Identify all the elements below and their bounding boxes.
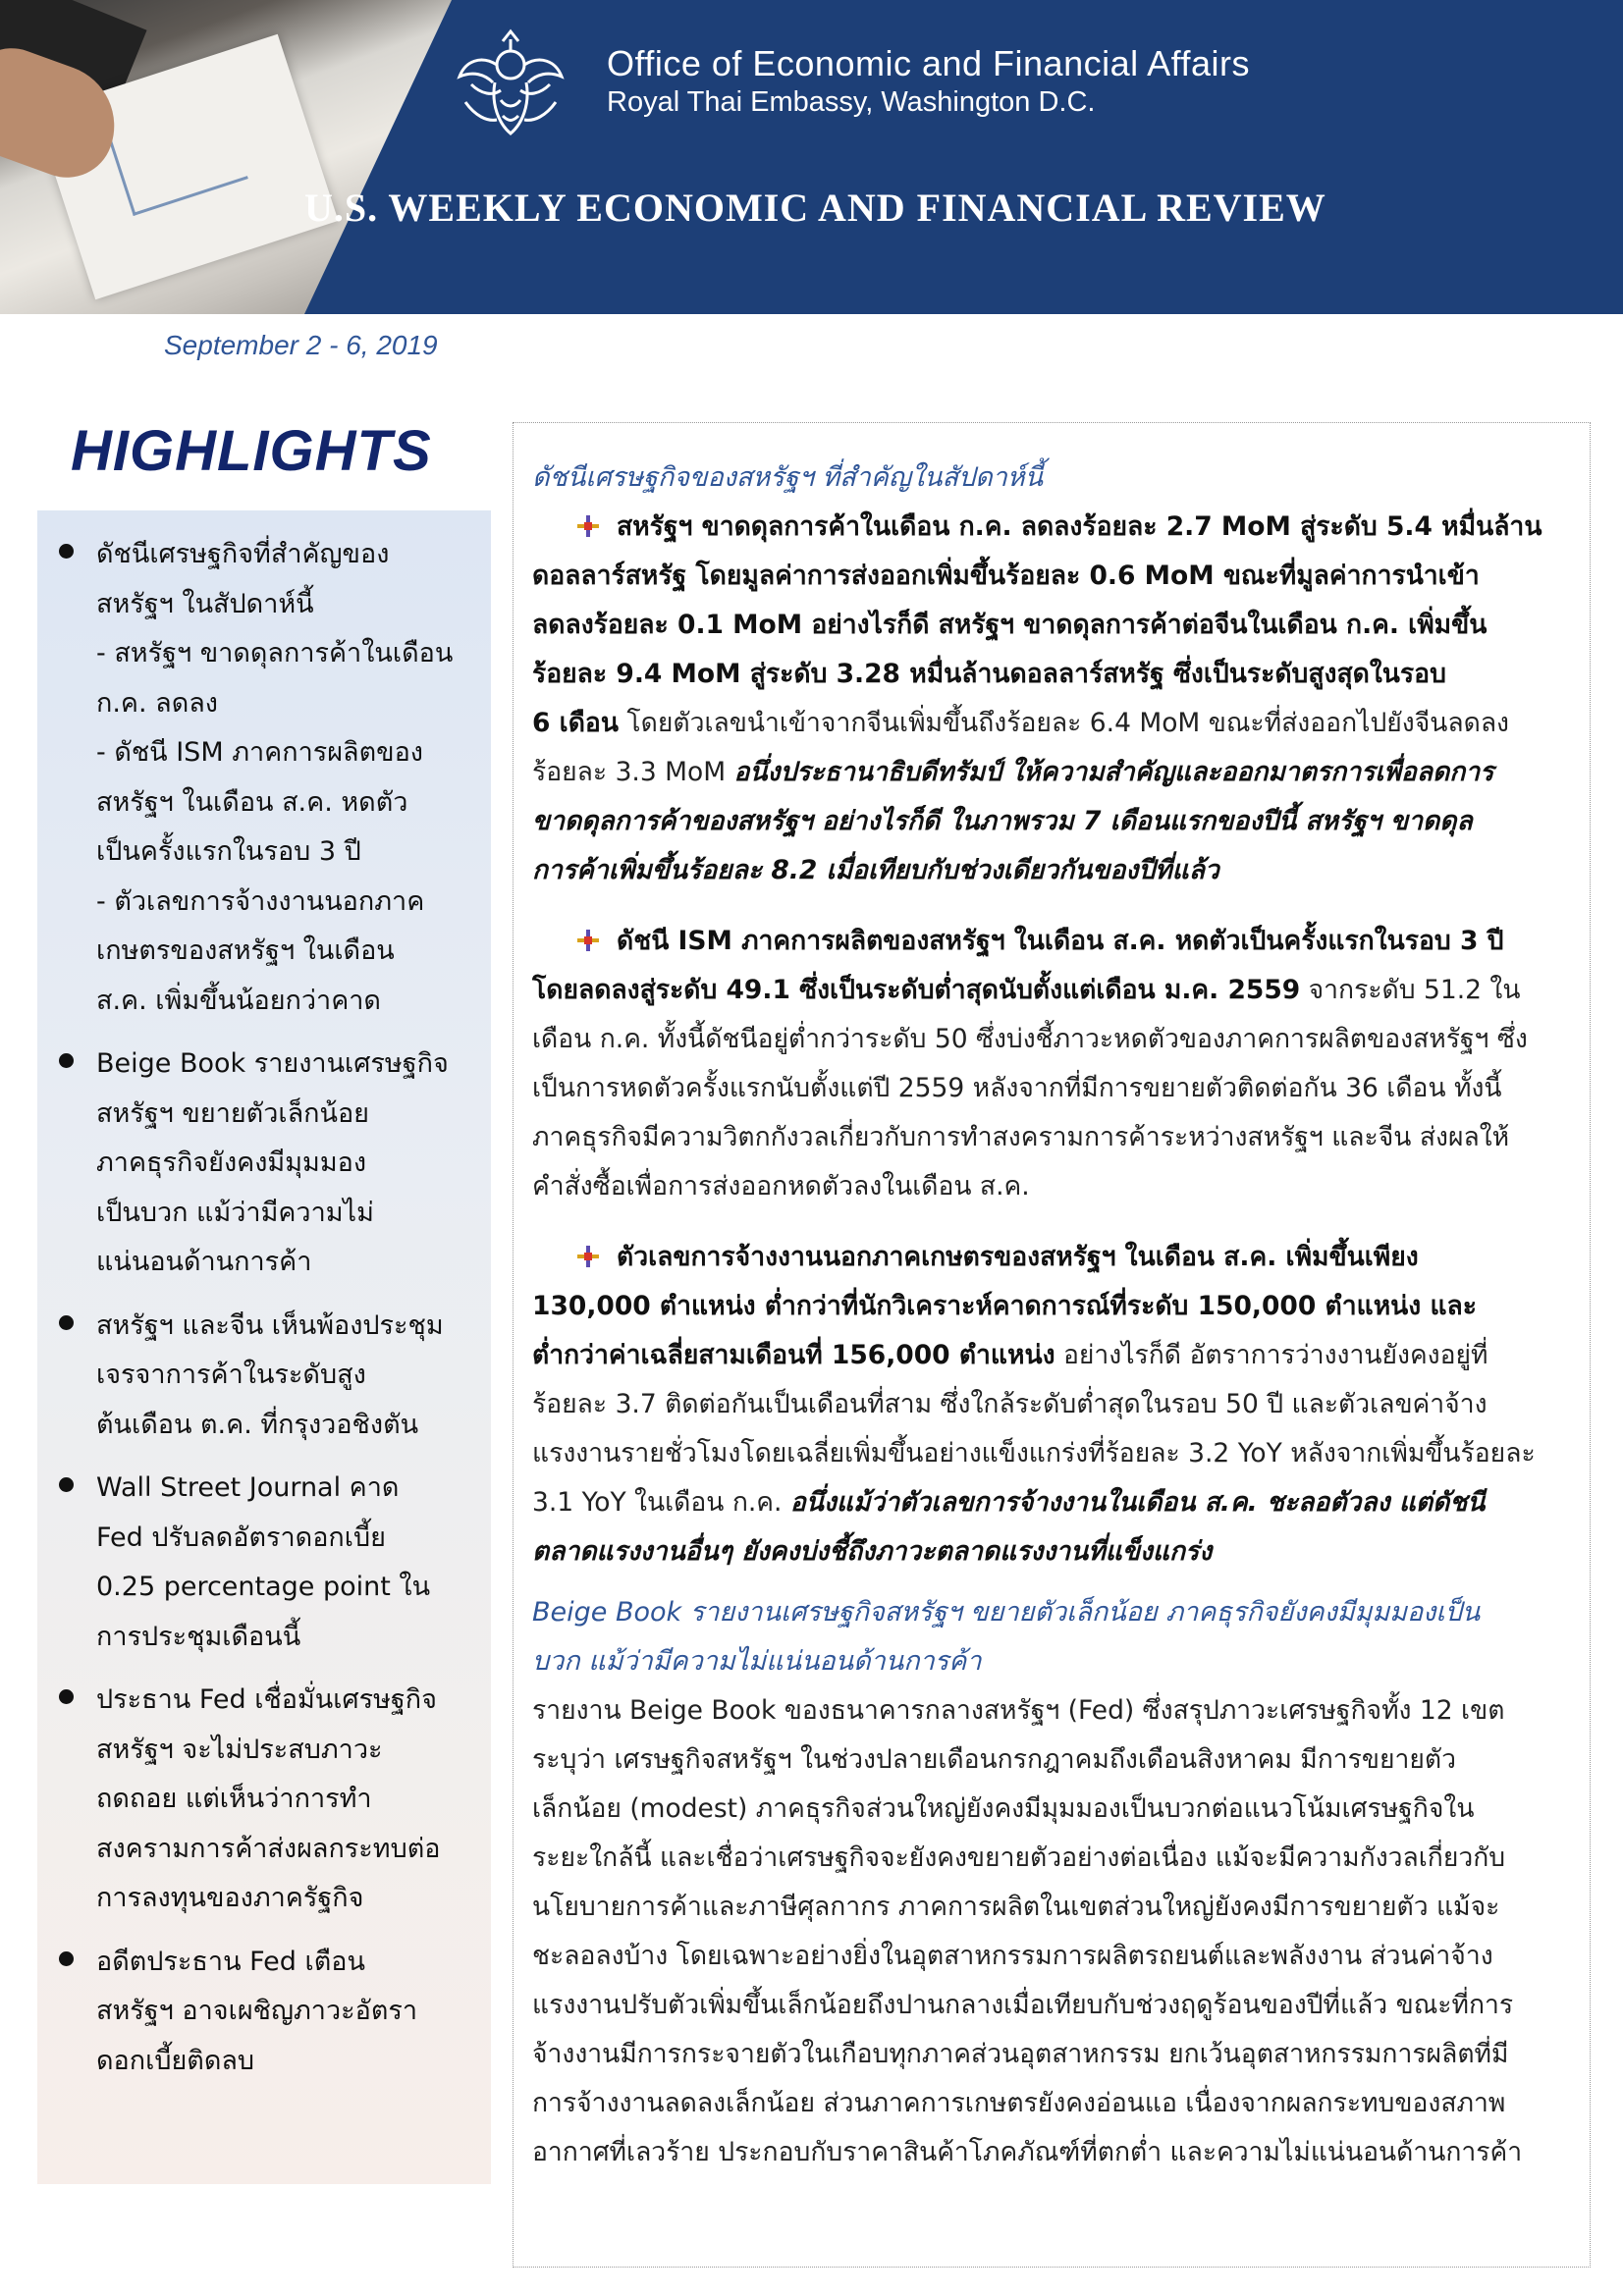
garuda-seal-icon — [452, 26, 569, 143]
highlight-subtext: สหรัฐฯ ในเดือน ส.ค. หดตัว — [96, 786, 408, 818]
highlight-text: เจรจาการค้าในระดับสูง — [96, 1360, 366, 1390]
para-line: ลดลงร้อยละ 0.1 MoM อย่างไรก็ดี สหรัฐฯ ขาดดุลการค้าต่อจีนในเดือน ก.ค. เพิ่มขึ้น — [532, 610, 1488, 640]
highlight-subtext: ก.ค. ลดลง — [96, 687, 218, 719]
para-line: แรงงานปรับตัวเพิ่มขึ้นเล็กน้อยถึงปานกลางเมื่อเทียบกับช่วงฤดูร้อนของปีที่แล้ว ขณะที่การ — [532, 1990, 1514, 2020]
para-line: อนึ่งแม้ว่าตัวเลขการจ้างงานในเดือน ส.ค. ชะลอตัวลง แต่ดัชนี — [789, 1487, 1486, 1518]
paragraph-beige-book — [532, 1686, 1573, 2177]
para-line: ชะลอลงบ้าง โดยเฉพาะอย่างยิ่งในอุตสาหกรรมการผลิตรถยนต์และพลังงาน ส่วนค่าจ้าง — [532, 1941, 1493, 1971]
bullet-icon — [59, 1053, 74, 1068]
para-line: ร้อยละ 3.3 MoM — [532, 757, 734, 787]
highlight-text: สงครามการค้าส่งผลกระทบต่อ — [96, 1833, 441, 1864]
highlight-text: ดัชนีเศรษฐกิจที่สำคัญของ — [96, 539, 390, 569]
para-line: โดยลดลงสู่ระดับ 49.1 ซึ่งเป็นระดับต่ำสุดนับตั้งแต่เดือน ม.ค. 2559 — [532, 975, 1301, 1005]
bullet-icon — [59, 1951, 74, 1966]
diamond-bullet-icon — [577, 930, 599, 951]
highlights-title: HIGHLIGHTS — [71, 419, 432, 483]
highlight-subtext: - ดัชนี ISM ภาคการผลิตของ — [96, 737, 423, 768]
para-line: นโยบายการค้าและภาษีศุลกากร ภาคการผลิตในเขตส่วนใหญ่ยังคงมีการขยายตัว แม้จะ — [532, 1892, 1500, 1922]
para-line: ดอลลาร์สหรัฐ โดยมูลค่าการส่งออกเพิ่มขึ้นร้อยละ 0.6 MoM ขณะที่มูลค่าการนำเข้า — [532, 561, 1480, 591]
bullet-icon — [59, 544, 74, 559]
highlight-text: อดีตประธาน Fed เตือน — [96, 1946, 365, 1977]
highlight-text: ดอกเบี้ยติดลบ — [96, 2045, 255, 2076]
highlight-text: ต้นเดือน ต.ค. ที่กรุงวอชิงตัน — [96, 1409, 419, 1440]
paragraph-nonfarm-payrolls — [532, 1233, 1573, 1576]
office-name: Office of Economic and Financial Affairs — [607, 43, 1250, 83]
section-heading: ดัชนีเศรษฐกิจของสหรัฐฯ ที่สำคัญในสัปดาห์นี้ — [532, 462, 1044, 493]
para-line: จากระดับ 51.2 ใน — [1300, 975, 1521, 1005]
para-line: ขาดดุลการค้าของสหรัฐฯ อย่างไรก็ดี ในภาพรวม 7 เดือนแรกของปีนี้ สหรัฐฯ ขาดดุล — [532, 806, 1473, 836]
highlight-item — [53, 530, 481, 1026]
highlight-text: แน่นอนด้านการค้า — [96, 1247, 312, 1277]
para-line: เล็กน้อย (modest) ภาคธุรกิจส่วนใหญ่ยังคงมีมุมมองเป็นบวกต่อแนวโน้มเศรษฐกิจใน — [532, 1793, 1475, 1824]
article-body — [532, 454, 1573, 2177]
highlight-subtext: - สหรัฐฯ ขาดดุลการค้าในเดือน — [96, 638, 454, 668]
highlight-subtext: ส.ค. เพิ่มขึ้นน้อยกว่าคาด — [96, 985, 381, 1016]
para-line: 3.1 YoY ในเดือน ก.ค. — [532, 1487, 790, 1518]
para-line: โดยตัวเลขนำเข้าจากจีนเพิ่มขึ้นถึงร้อยละ 6.4 MoM ขณะที่ส่งออกไปยังจีนลดลง — [618, 708, 1509, 738]
highlight-item — [53, 1464, 481, 1662]
highlight-text: สหรัฐฯ และจีน เห็นพ้องประชุม — [96, 1309, 444, 1341]
para-line: ตลาดแรงงานอื่นๆ ยังคงบ่งชี้ถึงภาวะตลาดแรงงานที่แข็งแกร่ง — [532, 1536, 1213, 1567]
para-line: ดัชนี ISM ภาคการผลิตของสหรัฐฯ ในเดือน ส.ค. หดตัวเป็นครั้งแรกในรอบ 3 ปี — [617, 926, 1504, 956]
report-date: September 2 - 6, 2019 — [164, 330, 438, 360]
highlight-text: เป็นบวก แม้ว่ามีความไม่ — [96, 1197, 374, 1228]
para-line: อนึ่งประธานาธิบดีทรัมป์ ให้ความสำคัญและออกมาตรการเพื่อลดการ — [733, 757, 1494, 787]
highlight-text: สหรัฐฯ อาจเผชิญภาวะอัตรา — [96, 1996, 418, 2026]
highlight-subtext: เป็นครั้งแรกในรอบ 3 ปี — [96, 836, 361, 867]
highlight-text: Beige Book รายงานเศรษฐกิจ — [96, 1048, 449, 1079]
para-line: ตัวเลขการจ้างงานนอกภาคเกษตรของสหรัฐฯ ในเดือน ส.ค. เพิ่มขึ้นเพียง — [617, 1242, 1419, 1272]
highlight-subtext: - ตัวเลขการจ้างงานนอกภาค — [96, 885, 425, 917]
para-line: ภาคธุรกิจมีความวิตกกังวลเกี่ยวกับการทำสงครามการค้าระหว่างสหรัฐฯ และจีน ส่งผลให้ — [532, 1122, 1510, 1152]
highlight-text: สหรัฐฯ ในสัปดาห์นี้ — [96, 588, 314, 619]
para-line: แรงงานรายชั่วโมงโดยเฉลี่ยเพิ่มขึ้นอย่างแข็งแกร่งที่ร้อยละ 3.2 YoY หลังจากเพิ่มขึ้นร้อยละ — [532, 1438, 1536, 1468]
highlight-text: ถดถอย แต่เห็นว่าการทำ — [96, 1784, 372, 1814]
bullet-icon — [59, 1689, 74, 1704]
para-line: ระยะใกล้นี้ และเชื่อว่าเศรษฐกิจจะยังคงขยายตัวอย่างต่อเนื่อง แม้จะมีความกังวลเกี่ยวกับ — [532, 1842, 1506, 1873]
section-heading-line: Beige Book รายงานเศรษฐกิจสหรัฐฯ ขยายตัวเล็กน้อย ภาคธุรกิจยังคงมีมุมมองเป็น — [532, 1597, 1481, 1628]
para-line: ต่ำกว่าค่าเฉลี่ยสามเดือนที่ 156,000 ตำแหน่ง — [532, 1340, 1055, 1370]
para-line: คำสั่งซื้อเพื่อการส่งออกหดตัวลงในเดือน ส.ค. — [532, 1171, 1030, 1201]
highlight-text: ประธาน Fed เชื่อมั่นเศรษฐกิจ — [96, 1684, 437, 1715]
highlight-text: การประชุมเดือนนี้ — [96, 1621, 301, 1652]
highlight-item — [53, 1938, 481, 2087]
section-heading — [532, 1588, 1573, 1686]
para-line: อย่างไรก็ดี อัตราการว่างงานยังคงอยู่ที่ — [1055, 1340, 1488, 1370]
para-line: ระบุว่า เศรษฐกิจสหรัฐฯ ในช่วงปลายเดือนกรกฎาคมถึงเดือนสิงหาคม มีการขยายตัว — [532, 1744, 1456, 1775]
highlights-list — [53, 530, 481, 2100]
highlight-text: การลงทุนของภาครัฐกิจ — [96, 1883, 364, 1913]
embassy-name: Royal Thai Embassy, Washington D.C. — [607, 86, 1096, 118]
para-line: รายงาน Beige Book ของธนาคารกลางสหรัฐฯ (Fed) ซึ่งสรุปภาวะเศรษฐกิจทั้ง 12 เขต — [532, 1695, 1505, 1726]
highlight-text: สหรัฐฯ จะไม่ประสบภาวะ — [96, 1734, 383, 1765]
para-line: เดือน ก.ค. ทั้งนี้ดัชนีอยู่ต่ำกว่าระดับ 50 ซึ่งบ่งชี้ภาวะหดตัวของภาคการผลิตของสหรัฐฯ ซึ่ง — [532, 1024, 1528, 1054]
para-line: เป็นการหดตัวครั้งแรกนับตั้งแต่ปี 2559 หลังจากที่มีการขยายตัวติดต่อกัน 36 เดือน ทั้งนี้ — [532, 1073, 1502, 1103]
highlight-text: สหรัฐฯ ขยายตัวเล็กน้อย — [96, 1097, 369, 1129]
section-heading-line: บวก แม้ว่ามีความไม่แน่นอนด้านการค้า — [532, 1646, 982, 1677]
bullet-icon — [59, 1477, 74, 1492]
highlight-item — [53, 1040, 481, 1288]
highlight-text: Fed ปรับลดอัตราดอกเบี้ย — [96, 1522, 386, 1553]
diamond-bullet-icon — [577, 515, 599, 537]
highlight-item — [53, 1302, 481, 1451]
review-title: U.S. WEEKLY ECONOMIC AND FINANCIAL REVIEW — [304, 186, 1326, 230]
diamond-bullet-icon — [577, 1246, 599, 1267]
bullet-icon — [59, 1315, 74, 1330]
para-line: 130,000 ตำแหน่ง ต่ำกว่าที่นักวิเคราะห์คาดการณ์ที่ระดับ 150,000 ตำแหน่ง และ — [532, 1291, 1477, 1321]
para-line: 6 เดือน — [532, 708, 619, 738]
para-line: จ้างงานมีการกระจายตัวในเกือบทุกภาคส่วนอุตสาหกรรม ยกเว้นอุตสาหกรรมการผลิตที่มี — [532, 2039, 1509, 2069]
highlight-subitems — [96, 629, 481, 1026]
para-line: ร้อยละ 3.7 ติดต่อกันเป็นเดือนที่สาม ซึ่งใกล้ระดับต่ำสุดในรอบ 50 ปี และตัวเลขค่าจ้าง — [532, 1389, 1488, 1419]
highlight-item — [53, 1676, 481, 1924]
para-line: สหรัฐฯ ขาดดุลการค้าในเดือน ก.ค. ลดลงร้อยละ 2.7 MoM สู่ระดับ 5.4 หมื่นล้าน — [617, 511, 1542, 542]
highlight-text: ภาคธุรกิจยังคงมีมุมมอง — [96, 1148, 367, 1178]
highlight-text: 0.25 percentage point ใน — [96, 1572, 431, 1602]
paragraph-ism — [532, 917, 1573, 1211]
highlight-text: Wall Street Journal คาด — [96, 1472, 400, 1503]
highlight-subtext: เกษตรของสหรัฐฯ ในเดือน — [96, 935, 395, 966]
para-line: อากาศที่เลวร้าย ประกอบกับราคาสินค้าโภคภัณฑ์ที่ตกต่ำ และความไม่แน่นอนด้านการค้า — [532, 2137, 1523, 2167]
para-line: ร้อยละ 9.4 MoM สู่ระดับ 3.28 หมื่นล้านดอลลาร์สหรัฐ ซึ่งเป็นระดับสูงสุดในรอบ — [532, 659, 1446, 689]
para-line: การจ้างงานลดลงเล็กน้อย ส่วนภาคการเกษตรยังคงอ่อนแอ เนื่องจากผลกระทบของสภาพ — [532, 2088, 1506, 2118]
para-line: การค้าเพิ่มขึ้นร้อยละ 8.2 เมื่อเทียบกับช่วงเดียวกันของปีที่แล้ว — [532, 855, 1219, 885]
paragraph-trade-deficit — [532, 503, 1573, 895]
header-banner — [0, 0, 1623, 314]
